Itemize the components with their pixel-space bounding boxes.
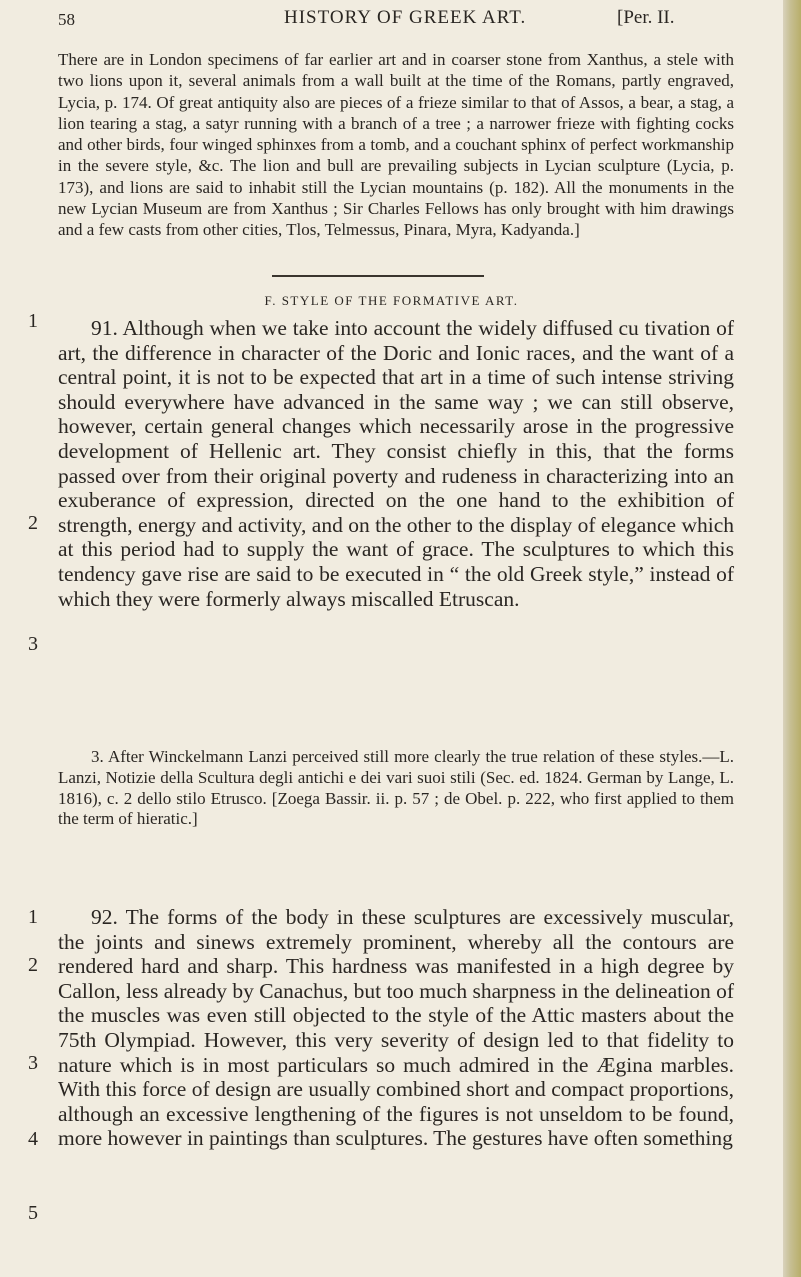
margin-number: 3: [28, 1052, 38, 1074]
intro-paragraph: There are in London specimens of far earlier art and in coarser stone from Xanthus, a stele with two lions upon it, several animals from a wall built at the time of the Romans, partly engraved, Lycia, p. 174. Of great antiquity also are pieces of a frieze similar to that of Assos, a bear, a stag, a lion tearing a stag, a satyr running with a branch of a tree ; a narrower frieze with fighting cocks and other birds, four winged sphinxes from a tomb, and a couchant sphinx of perfect workmanship in the severe style, &c. The lion and bull are prevailing subjects in Lycian sculpture (Lycia, p. 173), and lions are said to inhabit still the Lycian mountains (p. 182). All the monuments in the new Lycian Museum are from Xanthus ; Sir Charles Fellows has only brought with him drawings and a few casts from other cities, Tlos, Telmessus, Pinara, Myra, Kadyanda.]: [58, 50, 734, 240]
margin-number: 2: [28, 954, 38, 976]
section-divider: [272, 275, 484, 277]
margin-number: 2: [28, 512, 38, 534]
running-title: HISTORY OF GREEK ART.: [284, 7, 527, 28]
margin-number: 4: [28, 1128, 38, 1150]
margin-number: 1: [28, 310, 38, 332]
paragraph-91: 91. Although when we take into account the widely diffused cu tivation of art, the difference in character of the Doric and Ionic races, and the want of a central point, it is not to be expected that art in a time of such intense striving should everywhere have advanced in the same way ; we can still observe, however, certain general changes which necessarily arose in the progressive development of Hellenic art. They consist chiefly in this, that the forms passed over from their original poverty and rudeness in characterizing into an exuberance of expression, directed on the one hand to the exhibition of strength, energy and activity, and on the other to the display of elegance which at this period had to supply the want of grace. The sculptures to which this tendency gave rise are said to be executed in “ the old Greek style,” instead of which they were formerly always miscalled Etruscan.: [58, 316, 734, 611]
paragraph-92: 92. The forms of the body in these sculptures are excessively muscular, the joints and sinews extremely prominent, whereby all the contours are rendered hard and sharp. This hardness was manifested in a high degree by Callon, less already by Canachus, but too much sharpness in the delineation of the muscles was even still objected to the style of the Attic masters about the 75th Olympiad. However, this very severity of design led to that fidelity to nature which is in most particulars so much admired in the Ægina marbles. With this force of design are usually combined short and compact proportions, although an excessive lengthening of the figures is not unseldom to be found, more however in paintings than sculptures. The gestures have often something: [58, 905, 734, 1151]
footnote-3: 3. After Winckelmann Lanzi perceived still more clearly the true relation of these styles.—L. Lanzi, Notizie della Scultura degli antichi e dei vari suoi stili (Sec. ed. 1824. German by Lange, L. 1816), c. 2 dello stilo Etrusco. [Zoega Bassir. ii. p. 57 ; de Obel. p. 222, who first applied to them the term of hieratic.]: [58, 747, 734, 829]
margin-number: 1: [28, 906, 38, 928]
page-edge: [783, 0, 801, 1277]
section-reference: [Per. II.: [617, 7, 675, 28]
section-heading: F. STYLE OF THE FORMATIVE ART.: [264, 293, 519, 308]
running-header: [0, 4, 783, 32]
margin-number: 3: [28, 633, 38, 655]
margin-number: 5: [28, 1202, 38, 1224]
page-number: 58: [58, 10, 75, 29]
